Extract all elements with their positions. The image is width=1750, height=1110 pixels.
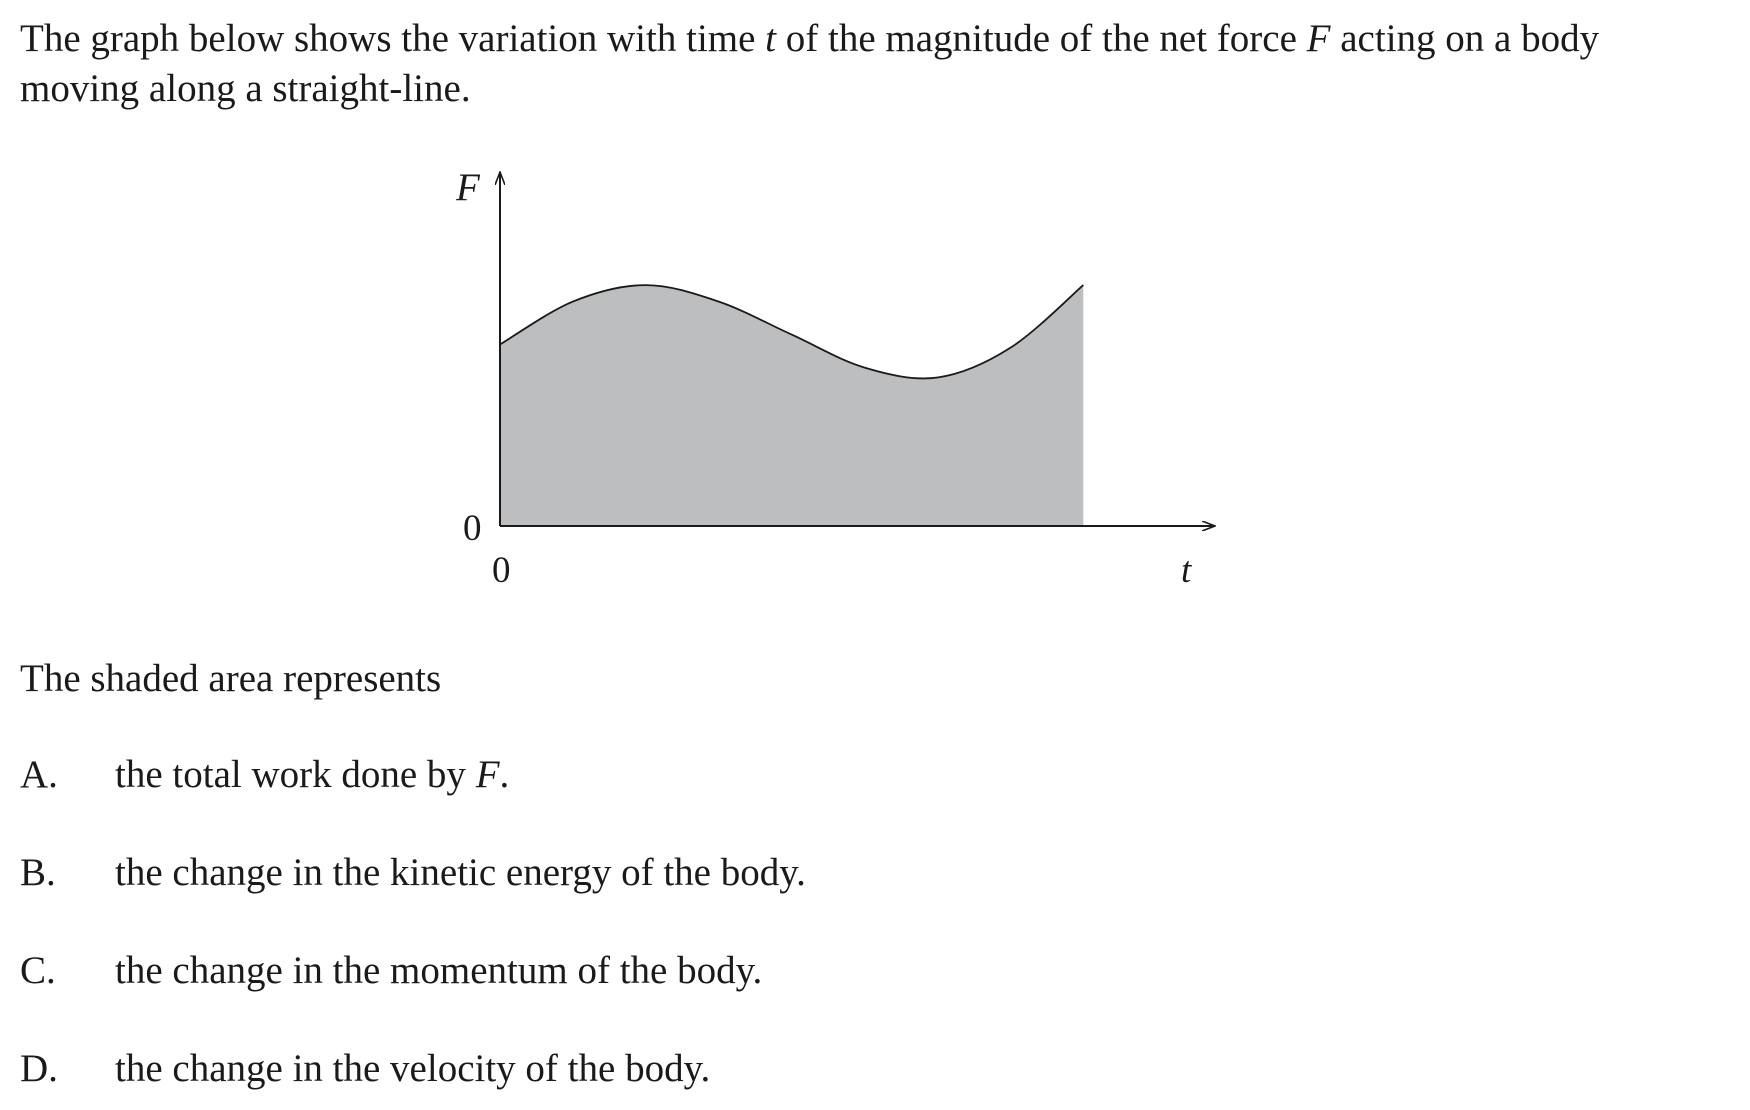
- option-c[interactable]: [20, 946, 762, 996]
- y-origin-label: 0: [463, 508, 482, 549]
- y-axis-label: F: [456, 166, 480, 209]
- stem-text-1: The graph below shows the variation with time: [20, 17, 766, 60]
- option-letter: C.: [20, 949, 56, 992]
- stem-variable-F: F: [1306, 17, 1331, 60]
- option-text: the change in the momentum of the body.: [115, 949, 763, 992]
- option-variable-F: F: [475, 753, 500, 796]
- stem-variable-t: t: [765, 17, 777, 60]
- stem-text-3: acting on a body moving along a straight-line.: [20, 17, 1600, 110]
- option-a[interactable]: [20, 750, 509, 800]
- option-text: the total work done by F.: [115, 753, 510, 796]
- x-axis-label: t: [1181, 550, 1192, 591]
- option-b[interactable]: [20, 848, 806, 898]
- option-letter: D.: [20, 1047, 58, 1090]
- shaded-area: [500, 285, 1083, 526]
- lead-in-text: The shaded area represents: [20, 657, 442, 700]
- option-text: the change in the velocity of the body.: [115, 1047, 711, 1090]
- option-letter: A.: [20, 753, 58, 796]
- stem-text-2: of the magnitude of the net force: [776, 17, 1307, 60]
- x-origin-label: 0: [492, 550, 511, 591]
- option-text: the change in the kinetic energy of the body.: [115, 851, 806, 894]
- option-d[interactable]: [20, 1044, 710, 1094]
- option-letter: B.: [20, 851, 56, 894]
